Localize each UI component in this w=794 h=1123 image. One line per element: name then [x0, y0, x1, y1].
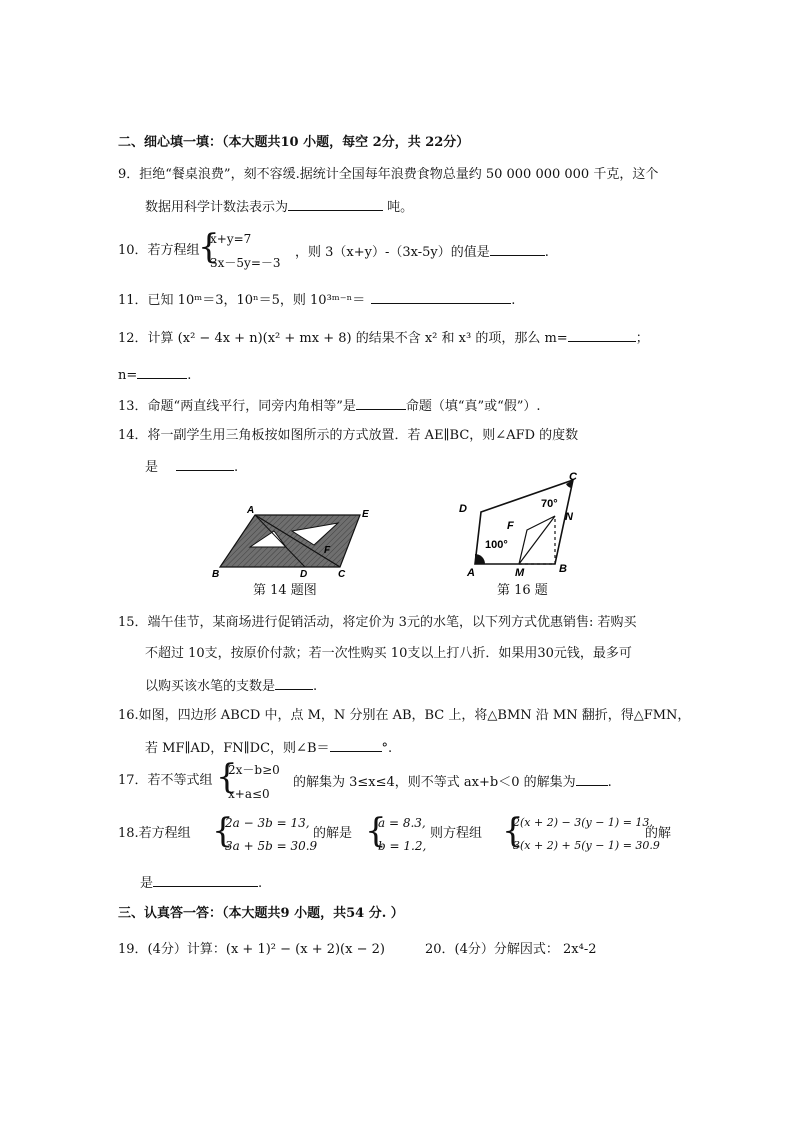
answer-blank — [153, 873, 258, 887]
question-12-n-label: n= — [118, 368, 138, 383]
question-17-ineq2: x+a≤0 — [228, 787, 270, 801]
system-brace: { — [198, 227, 220, 267]
figure-16-caption: 第 16 题 — [497, 583, 548, 598]
question-15-line-2: 不超过 10支，按原价付款；若一次性购买 10支以上打八折．如果用30元钱，最多可 — [145, 646, 632, 661]
question-17-prefix: 17．若不等式组 — [118, 773, 213, 788]
question-17-text: 的解集为 3≤x≤4，则不等式 ax+b＜0 的解集为 — [293, 775, 576, 790]
label-D: D — [300, 569, 308, 580]
question-18-line-2 — [140, 873, 262, 893]
label-100-degrees: 100° — [485, 539, 508, 551]
answer-blank — [576, 772, 608, 786]
system-brace: { — [216, 757, 238, 797]
figure-14-diagram — [210, 503, 380, 585]
label-70-degrees: 70° — [541, 498, 558, 510]
question-9-unit: 吨。 — [383, 200, 414, 215]
answer-blank — [176, 457, 234, 471]
question-15-line-3 — [145, 676, 317, 696]
degree-period: °. — [381, 741, 393, 756]
answer-blank — [330, 738, 382, 752]
question-18-mid: 的解是 — [313, 826, 353, 841]
question-10-text: ，则 3（x+y）-（3x-5y）的值是 — [295, 245, 490, 260]
question-13-tail: 命题（填“真”或“假”）. — [405, 399, 541, 414]
question-9-line-1: 9．拒绝“餐桌浪费”，刻不容缓.据统计全国每年浪费食物总量约 50 000 000 000 千克，这个 — [118, 167, 659, 182]
system-brace: { — [365, 811, 387, 851]
question-11 — [118, 290, 515, 310]
question-18-solution-b: b = 1.2, — [378, 839, 427, 853]
label-D: D — [459, 503, 467, 515]
period: . — [187, 368, 192, 383]
question-12-line-1 — [118, 328, 649, 348]
question-10-prefix: 10．若方程组 — [118, 243, 200, 258]
label-E: E — [362, 509, 369, 520]
period: . — [234, 460, 239, 475]
question-17-ineq1: 2x－b≥0 — [228, 763, 280, 777]
question-18-system1-eq2: 3a + 5b = 30.9 — [225, 839, 318, 853]
answer-blank — [137, 365, 187, 379]
question-10-suffix — [295, 242, 549, 262]
question-9-text: 数据用科学计数法表示为 — [145, 200, 289, 215]
question-18-solution-a: a = 8.3, — [378, 816, 426, 830]
answer-blank — [288, 197, 383, 211]
period: . — [607, 775, 612, 790]
question-13-text: 13．命题“两直线平行，同旁内角相等”是 — [118, 399, 356, 414]
question-13 — [118, 396, 541, 416]
question-17-suffix — [293, 772, 612, 792]
answer-blank — [568, 328, 636, 342]
question-18-system1-eq1: 2a − 3b = 13, — [225, 816, 310, 830]
label-M: M — [515, 567, 525, 579]
label-F: F — [324, 545, 331, 556]
period: . — [258, 876, 263, 891]
period: . — [313, 679, 318, 694]
question-14-line-1: 14．将一副学生用三角板按如图所示的方式放置．若 AE∥BC，则∠AFD 的度数 — [118, 428, 579, 443]
question-18-suffix: 的解 — [645, 826, 672, 841]
question-15-line-1: 15．端午佳节，某商场进行促销活动，将定价为 3元的水笔，以下列方式优惠销售: 若购买 — [118, 615, 637, 630]
section-2-title: 二、细心填一填：（本大题共10 小题，每空 2分，共 22分） — [118, 135, 470, 150]
question-16-line-1: 16.如图，四边形 ABCD 中，点 M，N 分别在 AB，BC 上，将△BMN 沿 MN 翻折，得△FMN， — [118, 708, 691, 723]
label-B: B — [212, 569, 220, 580]
label-C: C — [338, 569, 346, 580]
figure-14-caption: 第 14 题图 — [253, 583, 317, 598]
question-12-line-2 — [118, 365, 191, 385]
answer-blank — [356, 396, 406, 410]
question-14-line-2 — [145, 457, 238, 477]
question-16-text: 若 MF∥AD，FN∥DC，则∠B＝ — [145, 741, 330, 756]
question-10-eq1: x+y=7 — [210, 232, 252, 246]
question-18-system2-eq2: 3(x + 2) + 5(y − 1) = 30.9 — [513, 839, 660, 852]
question-16-line-2 — [145, 738, 392, 758]
question-10-eq2: 3x－5y=－3 — [210, 256, 281, 270]
question-9-line-2 — [145, 197, 413, 217]
semicolon: ； — [635, 331, 649, 346]
label-A: A — [247, 505, 255, 516]
label-A: A — [467, 567, 475, 579]
answer-blank — [371, 290, 511, 304]
label-C: C — [569, 471, 577, 483]
label-N: N — [565, 511, 573, 523]
section-3-title: 三、认真答一答：（本大题共9 小题，共54 分. ） — [118, 906, 404, 921]
answer-blank — [490, 242, 545, 256]
figure-16-diagram — [455, 470, 595, 579]
question-11-text: 11．已知 10ᵐ＝3，10ⁿ＝5，则 10³ᵐ⁻ⁿ＝ — [118, 293, 366, 308]
system-brace: { — [502, 811, 524, 851]
question-18-mid2: 则方程组 — [430, 826, 483, 841]
system-brace: { — [212, 811, 234, 851]
answer-blank — [275, 676, 313, 690]
label-B: B — [559, 563, 567, 575]
period: . — [511, 293, 516, 308]
question-20: 20．(4分）分解因式： 2x⁴-2 — [425, 942, 597, 957]
question-12-text: 12．计算 (x² − 4x + n)(x² + mx + 8) 的结果不含 x² 和 x³ 的项，那么 m= — [118, 331, 568, 346]
question-18-prefix: 18.若方程组 — [118, 826, 191, 841]
question-18-system2-eq1: 2(x + 2) − 3(y − 1) = 13, — [513, 816, 653, 829]
question-15-text: 以购买该水笔的支数是 — [145, 679, 276, 694]
label-F: F — [507, 520, 514, 532]
question-14-text: 是 — [145, 460, 159, 475]
question-19: 19．(4分）计算：(x + 1)² − (x + 2)(x − 2) — [118, 942, 385, 957]
question-18-text: 是 — [140, 876, 154, 891]
period: . — [544, 245, 549, 260]
